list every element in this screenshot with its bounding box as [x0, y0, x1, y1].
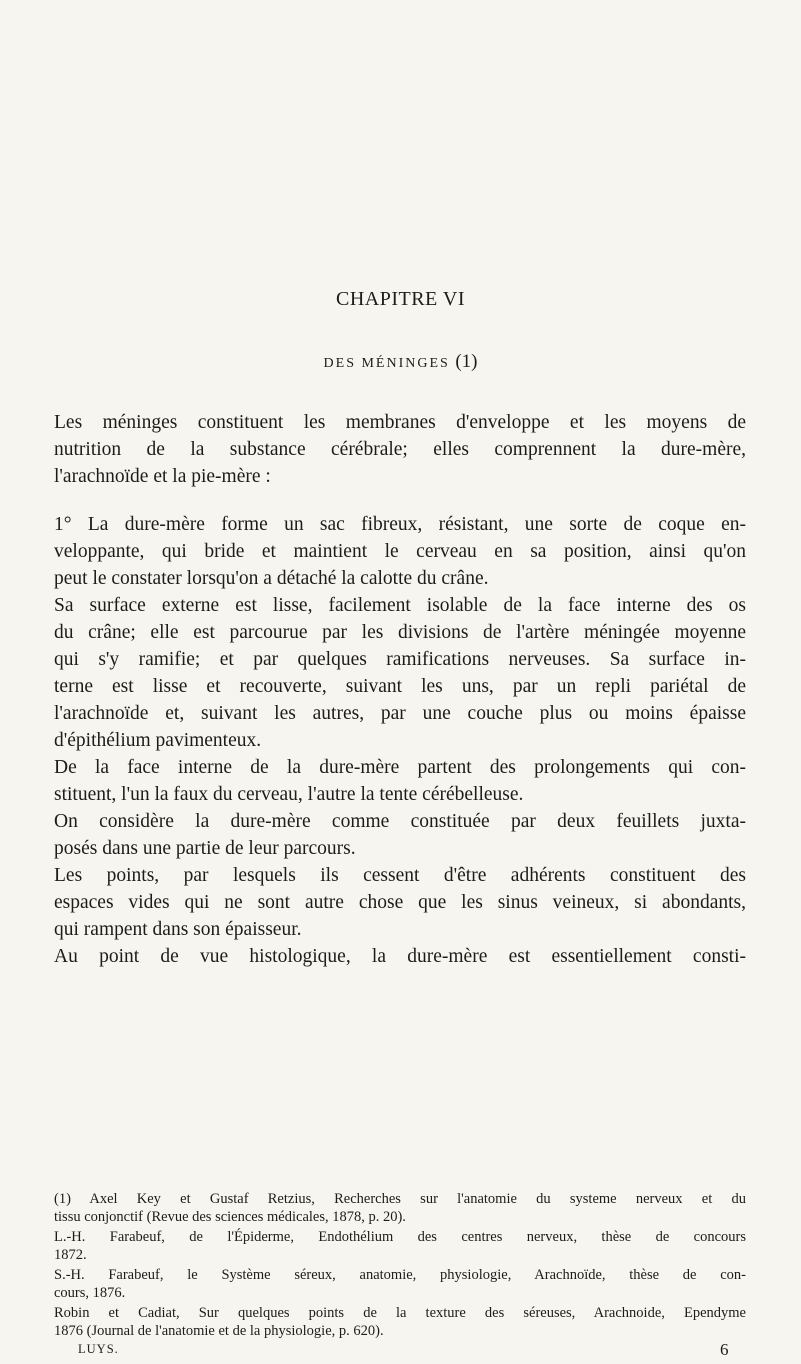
body-line: De la face interne de la dure-mère partent des prolongements qui con- [54, 757, 746, 778]
body-line: du crâne; elle est parcourue par les divisions de l'artère méningée moyenne [54, 622, 746, 643]
body-line: posés dans une partie de leur parcours. [54, 838, 356, 859]
sheet-number: 6 [720, 1340, 729, 1359]
footnote-line: Robin et Cadiat, Sur quelques points de la texture des séreuses, Arachnoide, Ependyme [54, 1305, 746, 1321]
chapter-subtitle [0, 351, 801, 373]
body-line: Sa surface externe est lisse, facilement isolable de la face interne des os [54, 595, 746, 616]
body-line: 1° La dure-mère forme un sac fibreux, résistant, une sorte de coque en- [54, 514, 746, 535]
footnote-line: 1872. [54, 1247, 87, 1263]
body-line: terne est lisse et recouverte, suivant les uns, par un repli pariétal de [54, 676, 746, 697]
footnote-line: L.-H. Farabeuf, de l'Épiderme, Endothélium des centres nerveux, thèse de concours [54, 1229, 746, 1245]
body-line: Les méninges constituent les membranes d'enveloppe et les moyens de [54, 412, 746, 433]
body-line: l'arachnoïde et la pie-mère : [54, 466, 271, 487]
body-line: qui rampent dans son épaisseur. [54, 919, 302, 940]
signature-mark: LUYS. [78, 1342, 119, 1356]
body-line: veloppante, qui bride et maintient le cerveau en sa position, ainsi qu'on [54, 541, 746, 562]
subtitle-text: DES MÉNINGES [323, 356, 450, 371]
chapter-title: CHAPITRE VI [335, 288, 466, 310]
body-line: Les points, par lesquels ils cessent d'être adhérents constituent des [54, 865, 746, 886]
body-line: l'arachnoïde et, suivant les autres, par une couche plus ou moins épaisse [54, 703, 746, 724]
footnote-line: (1) Axel Key et Gustaf Retzius, Recherches sur l'anatomie du systeme nerveux et du [54, 1191, 746, 1207]
body-line: On considère la dure-mère comme constituée par deux feuillets juxta- [54, 811, 746, 832]
body-line: nutrition de la substance cérébrale; elles comprennent la dure-mère, [54, 439, 746, 460]
body-line: stituent, l'un la faux du cerveau, l'autre la tente cérébelleuse. [54, 784, 524, 805]
body-line: peut le constater lorsqu'on a détaché la calotte du crâne. [54, 568, 489, 589]
footnote-line: S.-H. Farabeuf, le Système séreux, anatomie, physiologie, Arachnoïde, thèse de con- [54, 1267, 746, 1283]
footnote-line: cours, 1876. [54, 1285, 126, 1301]
body-line: qui s'y ramifie; et par quelques ramifications nerveuses. Sa surface in- [54, 649, 746, 670]
body-line: d'épithélium pavimenteux. [54, 730, 262, 751]
body-line: Au point de vue histologique, la dure-mère est essentiellement consti- [54, 946, 746, 967]
footnote-line: tissu conjonctif (Revue des sciences médicales, 1878, p. 20). [54, 1209, 406, 1225]
body-line: espaces vides qui ne sont autre chose que les sinus veineux, si abondants, [54, 892, 746, 913]
footnote-reference: (1) [455, 351, 478, 372]
footnote-line: 1876 (Journal de l'anatomie et de la physiologie, p. 620). [54, 1323, 384, 1339]
